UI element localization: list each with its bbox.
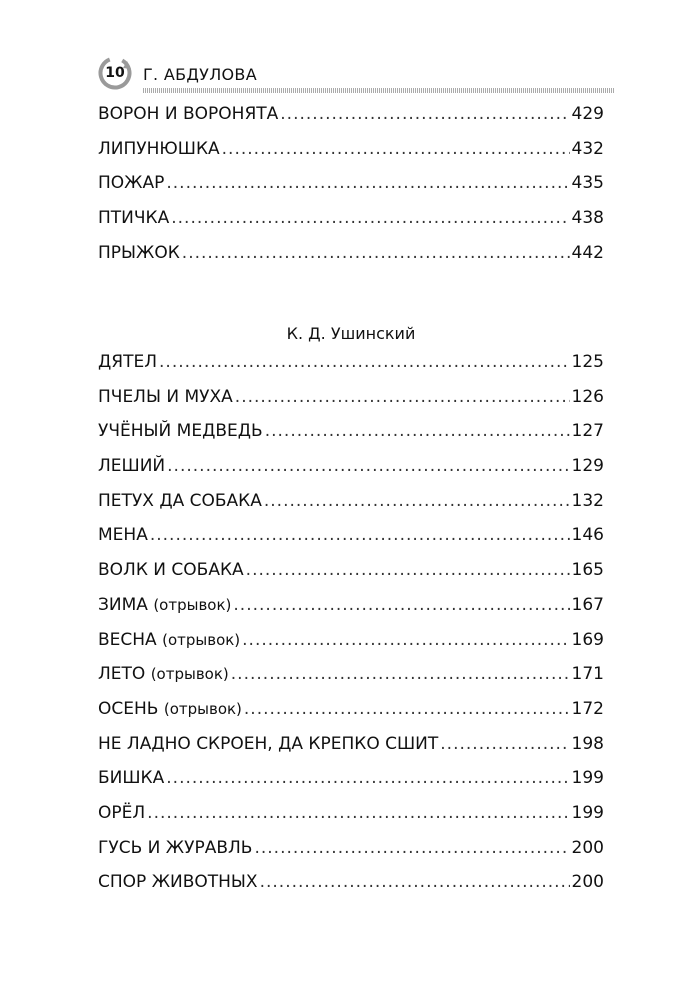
toc-entry-title (98, 243, 180, 263)
toc-entry-page: 125 (571, 352, 604, 372)
toc-entry-title-text: МЕНА (98, 525, 148, 546)
dot-leader (233, 595, 569, 615)
toc-entry-title (98, 595, 231, 615)
toc-entry-page: 129 (571, 456, 604, 477)
dot-leader (171, 208, 569, 228)
toc-entry (98, 456, 604, 491)
toc-list-ushinsky (98, 352, 604, 907)
toc-entry-page: 442 (571, 242, 604, 263)
toc-entry-title (98, 699, 242, 719)
toc-entry-title (98, 803, 145, 823)
page-header (98, 56, 614, 96)
toc-entry-page: 172 (571, 698, 604, 719)
toc-entry (98, 352, 604, 387)
toc-entry-title-text: ВОРОН И ВОРОНЯТА (98, 104, 279, 124)
toc-entry-title-text: ЛЕТО (98, 664, 151, 685)
toc-entry (98, 421, 604, 456)
toc-entry (98, 872, 604, 907)
toc-entry-page: 171 (571, 664, 604, 685)
dot-leader (244, 699, 570, 719)
toc-entry-page: 167 (571, 594, 604, 615)
toc-entry-title-text: УЧЁНЫЙ МЕДВЕДЬ (98, 421, 263, 442)
toc-entry-page: 200 (571, 872, 604, 893)
toc-entry-page: 432 (571, 138, 604, 159)
toc-entry-page: 146 (571, 525, 604, 546)
dot-leader (260, 872, 570, 892)
toc-entry-title-text: ПРЫЖОК (98, 242, 180, 263)
toc-entry-title (98, 872, 258, 892)
toc-entry-title (98, 838, 252, 858)
dot-leader (222, 139, 570, 159)
toc-entry-page: 435 (571, 173, 604, 194)
dot-leader (182, 243, 570, 263)
toc-entry-page: 200 (571, 837, 604, 858)
toc-entry-title-text: ПЧЕЛЫ И МУХА (98, 386, 233, 407)
toc-entry-title-text: ПТИЧКА (98, 208, 170, 229)
dot-leader (280, 104, 569, 124)
dot-leader (265, 421, 570, 441)
dot-leader (235, 387, 570, 407)
page-number-badge (98, 56, 132, 90)
toc-entry-title-text: ПЕТУХ ДА СОБАКА (98, 490, 262, 511)
toc-entry (98, 803, 604, 838)
toc-entry-page: 199 (571, 768, 604, 789)
toc-entry-title-text: ГУСЬ И ЖУРАВЛЬ (98, 837, 253, 858)
toc-entry (98, 699, 604, 734)
dot-leader (150, 525, 570, 545)
toc-entry-title-text: ЗИМА (98, 594, 154, 615)
toc-entry-title-text: ОСЕНЬ (98, 698, 164, 719)
toc-entry (98, 768, 604, 803)
toc-entry-title-text: ДЯТЕЛ (98, 352, 158, 372)
toc-entry (98, 139, 604, 174)
toc-entry-title (98, 491, 262, 511)
toc-entry-title (98, 139, 220, 159)
toc-entry (98, 243, 604, 278)
dot-leader (167, 456, 569, 476)
toc-entry-page: 429 (571, 104, 604, 124)
toc-entry-page: 438 (571, 208, 604, 229)
toc-entry-title (98, 456, 165, 476)
toc-entry-page: 169 (571, 629, 604, 650)
toc-entry-page: 126 (571, 386, 604, 407)
toc-entry (98, 560, 604, 595)
toc-entry-title-text: ВОЛК И СОБАКА (98, 560, 244, 581)
toc-entry (98, 664, 604, 699)
dot-leader (246, 560, 570, 580)
toc-entry-title (98, 208, 169, 228)
toc-entry-title-text: ВЕСНА (98, 629, 163, 650)
toc-entry-title-text: ЛЕШИЙ (98, 456, 166, 477)
dot-leader (440, 734, 569, 754)
toc-entry-title (98, 664, 229, 684)
dot-leader (254, 838, 569, 858)
page-number: 10 (105, 65, 125, 81)
toc-entry-title-text: ОРЁЛ (98, 802, 146, 823)
toc-entry-page: 165 (571, 560, 604, 581)
toc-entry-note: (отрывок) (163, 699, 242, 718)
toc-entry (98, 838, 604, 873)
toc-entry (98, 491, 604, 526)
toc-entry-page: 199 (571, 802, 604, 823)
toc-entry (98, 173, 604, 208)
toc-entry-title-text: ЛИПУНЮШКА (98, 138, 220, 159)
toc-entry-title (98, 352, 157, 372)
dot-leader (147, 803, 569, 823)
dot-leader (242, 630, 569, 650)
dot-leader (166, 768, 569, 788)
toc-entry-note: (отрывок) (162, 630, 241, 649)
toc-list-top (98, 104, 604, 277)
toc-entry-title (98, 768, 164, 788)
toc-entry-title (98, 421, 263, 441)
toc-entry-title (98, 104, 278, 124)
running-head-author: Г. АБДУЛОВА (143, 65, 257, 84)
toc-entry (98, 387, 604, 422)
toc-entry (98, 208, 604, 243)
toc-entry-page: 198 (571, 733, 604, 754)
toc-entry-title (98, 560, 244, 580)
toc-entry-title (98, 173, 164, 193)
toc-entry-page: 132 (571, 490, 604, 511)
section-heading-author: К. Д. Ушинский (286, 324, 416, 343)
toc-entry-title (98, 630, 240, 650)
toc-entry-title (98, 387, 233, 407)
toc-entry-title-text: НЕ ЛАДНО СКРОЕН, ДА КРЕПКО СШИТ (98, 733, 439, 754)
toc-entry-note: (отрывок) (150, 665, 229, 684)
dot-leader (264, 491, 570, 511)
toc-entry-title-text: ПОЖАР (98, 173, 165, 194)
header-rule (143, 88, 614, 93)
dot-leader (159, 352, 570, 372)
toc-entry-title-text: СПОР ЖИВОТНЫХ (98, 872, 258, 893)
toc-entry-title-text: БИШКА (98, 768, 165, 789)
toc-entry (98, 595, 604, 630)
dot-leader (166, 173, 569, 193)
toc-entry (98, 525, 604, 560)
toc-entry (98, 630, 604, 665)
toc-entry (98, 104, 604, 139)
toc-entry (98, 734, 604, 769)
toc-entry-page: 127 (571, 421, 604, 442)
dot-leader (231, 664, 570, 684)
toc-entry-note: (отрывок) (153, 595, 232, 614)
toc-entry-title (98, 734, 438, 754)
toc-entry-title (98, 525, 148, 545)
